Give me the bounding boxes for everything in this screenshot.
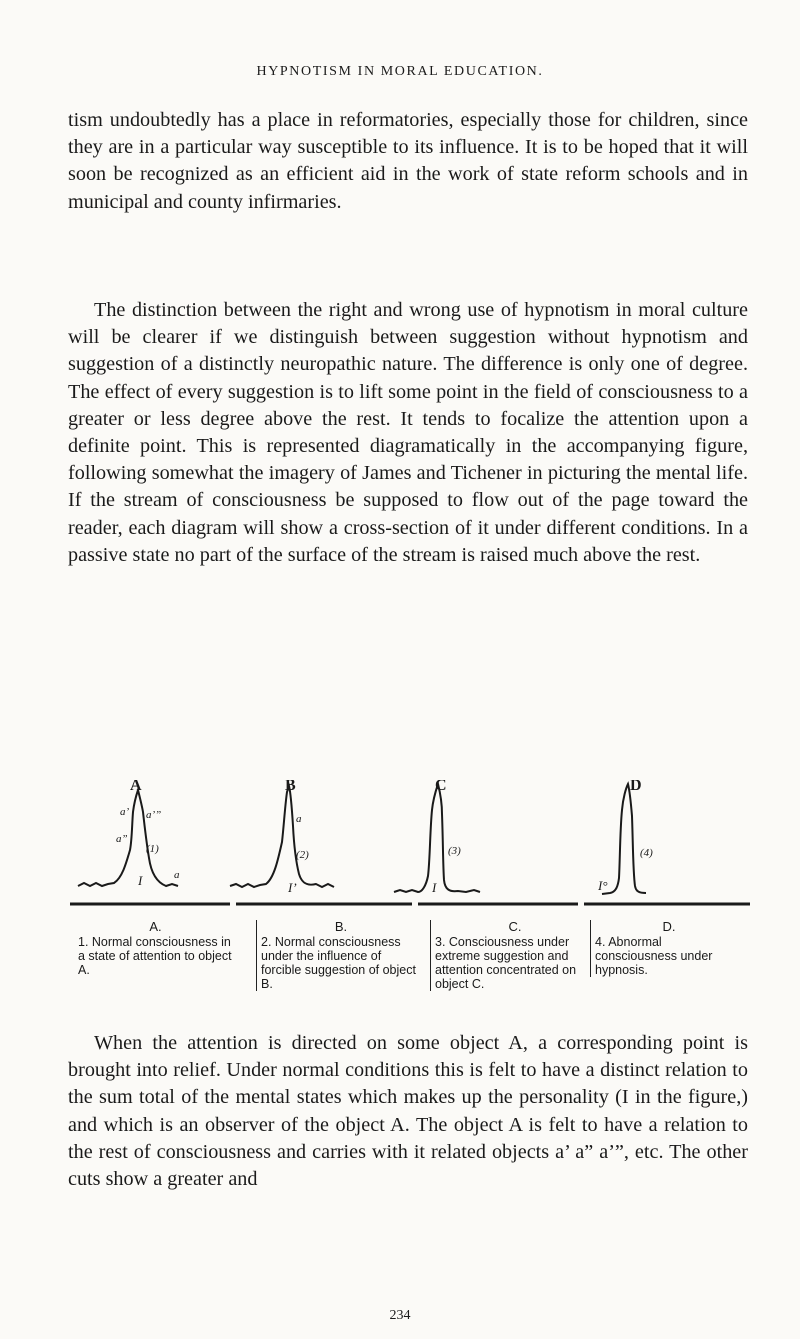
marker-a-triple: a’”: [146, 809, 162, 821]
caption-a: [78, 920, 233, 977]
caption-a-letter: A.: [149, 919, 162, 934]
marker-a-b: a: [296, 813, 302, 825]
panel-letter-b: B: [285, 780, 296, 794]
paragraph-2: The distinction between the right and wrong use of hypnotism in moral culture will be clearer if we distinguish between suggestion without hypnotism and suggestion of a distinctly neuropathic nature. The difference is only one of degree. The effect of every suggestion is to lift some point in the field of consciousness to a greater or less degree above the rest. It tends to focalize the attention upon a definite point. This is represented diagramatically in the accompanying figure, following somewhat the imagery of James and Tichener in picturing the mental life. If the stream of consciousness be supposed to flow out of the page toward the reader, each diagram will show a cross-section of it under different conditions. In a passive state no part of the surface of the stream is raised much above the rest.: [68, 299, 748, 566]
curve-a: [78, 790, 178, 886]
caption-b: [256, 920, 421, 991]
marker-4: (4): [640, 847, 653, 859]
marker-i-d: I°: [598, 878, 608, 893]
caption-d: [590, 920, 743, 977]
caption-d-letter: D.: [662, 919, 676, 934]
caption-c: [430, 920, 595, 991]
page-number: 234: [389, 1308, 411, 1323]
paragraph-3: When the attention is directed on some object A, a corresponding point is brought into relief. Under normal conditions this is felt to have a distinct relation to the sum total of the mental states which makes up the personality (I in the figure,) and which is an observer of the object A. The object A is felt to have a relation to the rest of consciousness and carries with it related objects a’ a” a’”, etc. The other cuts show a greater and: [68, 1032, 748, 1191]
curve-d: [602, 784, 646, 894]
marker-1: (1): [146, 843, 159, 855]
marker-a-double: a”: [116, 833, 128, 845]
panel-letter-d: D: [630, 780, 642, 794]
caption-a-text: 1. Normal consciousness in a state of attention to object A.: [78, 935, 232, 977]
panel-letter-c: C: [435, 780, 447, 794]
consciousness-diagrams: [70, 780, 750, 920]
marker-i-c: I: [432, 880, 437, 895]
marker-i-b: I’: [288, 880, 297, 895]
caption-b-letter: B.: [334, 919, 348, 934]
running-head: HYPNOTISM IN MORAL EDUCATION.: [256, 64, 544, 79]
caption-c-text: 3. Consciousness under extreme suggestion and attention concentrated on object C.: [435, 935, 577, 991]
marker-3: (3): [448, 845, 461, 857]
marker-2: (2): [296, 849, 309, 861]
marker-sup-b: a: [174, 869, 180, 881]
paragraph-1: tism undoubtedly has a place in reformatories, especially those for children, since they are in a particular way susceptible to its influence. It is to be hoped that it will soon be recognized as an efficient aid in the work of state reform schools and in municipal and county infirmaries.: [68, 109, 748, 213]
marker-a-prime: a’: [120, 806, 130, 818]
caption-b-text: 2. Normal consciousness under the influence of forcible suggestion of object B.: [261, 935, 416, 991]
panel-letter-a: A: [130, 780, 142, 794]
caption-d-text: 4. Abnormal consciousness under hypnosis.: [595, 935, 713, 977]
consciousness-figure: [70, 780, 750, 1020]
curve-c: [394, 784, 480, 892]
curve-b: [230, 786, 334, 887]
marker-i-a: I: [138, 873, 143, 888]
caption-c-letter: C.: [508, 919, 522, 934]
